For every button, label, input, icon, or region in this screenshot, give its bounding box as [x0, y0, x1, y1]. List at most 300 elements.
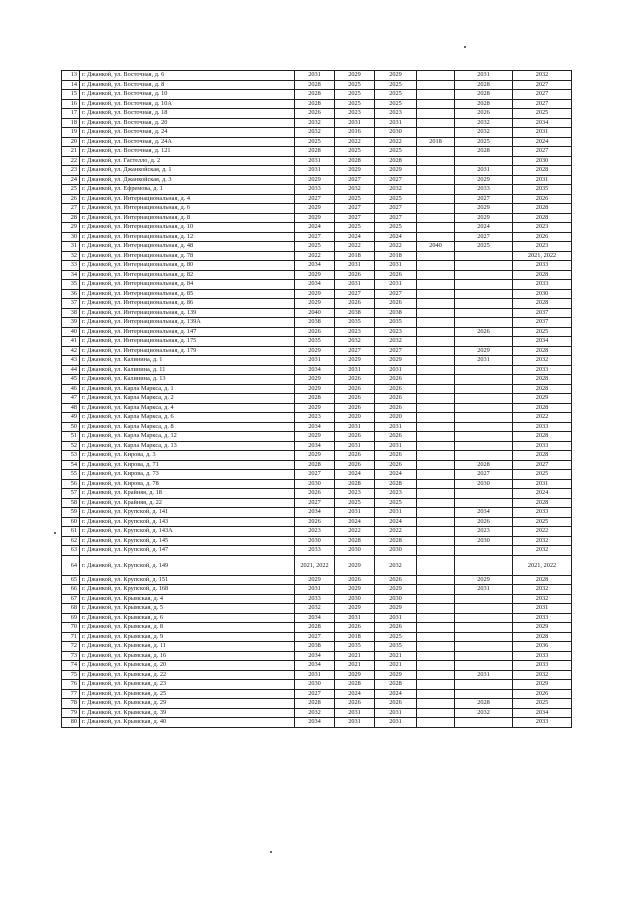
address-cell: г. Джанкой, ул. Интернациональная, д. 179	[80, 346, 295, 356]
year-cell-col3: 2026	[375, 575, 417, 585]
year-cell-col4	[417, 546, 455, 556]
year-cell-col3: 2032	[375, 185, 417, 195]
row-number-cell: 53	[62, 451, 80, 461]
year-cell-col5	[455, 403, 513, 413]
year-cell-col2: 2023	[335, 327, 375, 337]
year-cell-col5	[455, 432, 513, 442]
year-cell-col6: 2028	[513, 213, 572, 223]
year-cell-col5	[455, 718, 513, 728]
year-cell-col3: 2026	[375, 403, 417, 413]
table-row	[62, 718, 572, 728]
table-row	[62, 147, 572, 157]
year-cell-col3: 2025	[375, 632, 417, 642]
year-cell-col2: 2031	[335, 441, 375, 451]
table-row	[62, 575, 572, 585]
address-cell: г. Джанкой, ул. Гастелло, д. 2	[80, 156, 295, 166]
year-cell-col1: 2027	[295, 232, 335, 242]
year-cell-col5	[455, 651, 513, 661]
year-cell-col4	[417, 185, 455, 195]
year-cell-col6: 2031	[513, 604, 572, 614]
year-cell-col1: 2034	[295, 441, 335, 451]
table-row	[62, 337, 572, 347]
year-cell-col3: 2030	[375, 546, 417, 556]
year-cell-col1: 2029	[295, 299, 335, 309]
year-cell-col2: 2031	[335, 613, 375, 623]
year-cell-col5: 2028	[455, 699, 513, 709]
address-cell: г. Джанкой, ул. Джанкойская, д. 1	[80, 166, 295, 176]
year-cell-col5	[455, 318, 513, 328]
row-number-cell: 15	[62, 90, 80, 100]
table-row	[62, 642, 572, 652]
year-cell-col3: 2035	[375, 642, 417, 652]
year-cell-col2: 2023	[335, 109, 375, 119]
row-number-cell: 36	[62, 289, 80, 299]
row-number-cell: 35	[62, 280, 80, 290]
year-cell-col6: 2028	[513, 432, 572, 442]
table-row	[62, 308, 572, 318]
year-cell-col3: 2026	[375, 451, 417, 461]
year-cell-col6: 2028	[513, 166, 572, 176]
year-cell-col6: 2033	[513, 365, 572, 375]
row-number-cell: 64	[62, 555, 80, 575]
address-cell: г. Джанкой, ул. Крупской, д. 143	[80, 517, 295, 527]
year-cell-col2: 2026	[335, 403, 375, 413]
year-cell-col6: 2024	[513, 489, 572, 499]
year-cell-col2: 2030	[335, 546, 375, 556]
year-cell-col3: 2031	[375, 508, 417, 518]
year-cell-col2: 2022	[335, 242, 375, 252]
address-cell: г. Джанкой, ул. Восточная, д. 10А	[80, 99, 295, 109]
address-cell: г. Джанкой, ул. Карла Маркса, д. 8	[80, 422, 295, 432]
year-cell-col4	[417, 308, 455, 318]
year-cell-col6: 2026	[513, 689, 572, 699]
year-cell-col5	[455, 451, 513, 461]
year-cell-col1: 2028	[295, 394, 335, 404]
year-cell-col6: 2025	[513, 327, 572, 337]
year-cell-col2: 2026	[335, 375, 375, 385]
year-cell-col1: 2031	[295, 166, 335, 176]
year-cell-col6: 2029	[513, 680, 572, 690]
row-number-cell: 26	[62, 194, 80, 204]
year-cell-col6: 2031	[513, 479, 572, 489]
year-cell-col1: 2034	[295, 261, 335, 271]
year-cell-col3: 2024	[375, 689, 417, 699]
year-cell-col3: 2025	[375, 147, 417, 157]
year-cell-col3: 2026	[375, 623, 417, 633]
year-cell-col4	[417, 432, 455, 442]
address-cell: г. Джанкой, ул. Интернациональная, д. 6	[80, 204, 295, 214]
year-cell-col1: 2033	[295, 546, 335, 556]
row-number-cell: 63	[62, 546, 80, 556]
year-cell-col4	[417, 479, 455, 489]
year-cell-col6: 2026	[513, 232, 572, 242]
year-cell-col2: 2024	[335, 232, 375, 242]
year-cell-col3: 2025	[375, 99, 417, 109]
year-cell-col3: 2030	[375, 594, 417, 604]
year-cell-col1: 2031	[295, 71, 335, 81]
address-cell: г. Джанкой, ул. Крымская, д. 29	[80, 699, 295, 709]
row-number-cell: 18	[62, 118, 80, 128]
year-cell-col5: 2029	[455, 175, 513, 185]
year-cell-col2: 2029	[335, 71, 375, 81]
address-cell: г. Джанкой, ул. Восточная, д. 24	[80, 128, 295, 138]
year-cell-col2: 2026	[335, 623, 375, 633]
row-number-cell: 60	[62, 517, 80, 527]
year-cell-col3: 2023	[375, 109, 417, 119]
table-row	[62, 356, 572, 366]
table-row	[62, 299, 572, 309]
address-cell: г. Джанкой, ул. Интернациональная, д. 139А	[80, 318, 295, 328]
year-cell-col5	[455, 613, 513, 623]
year-cell-col3: 2022	[375, 527, 417, 537]
year-cell-col1: 2029	[295, 575, 335, 585]
year-cell-col6: 2028	[513, 270, 572, 280]
row-number-cell: 78	[62, 699, 80, 709]
year-cell-col3: 2028	[375, 536, 417, 546]
table-row	[62, 156, 572, 166]
table-row	[62, 432, 572, 442]
year-cell-col5: 2031	[455, 585, 513, 595]
year-cell-col4	[417, 365, 455, 375]
year-cell-col6: 2023	[513, 223, 572, 233]
year-cell-col3: 2027	[375, 175, 417, 185]
year-cell-col5	[455, 441, 513, 451]
year-cell-col5: 2029	[455, 204, 513, 214]
table-row	[62, 632, 572, 642]
table-row	[62, 689, 572, 699]
year-cell-col1: 2034	[295, 613, 335, 623]
row-number-cell: 48	[62, 403, 80, 413]
year-cell-col6: 2021, 2022	[513, 555, 572, 575]
year-cell-col2: 2031	[335, 718, 375, 728]
year-cell-col2: 2022	[335, 137, 375, 147]
row-number-cell: 66	[62, 585, 80, 595]
year-cell-col2: 2028	[335, 680, 375, 690]
year-cell-col6: 2025	[513, 470, 572, 480]
year-cell-col2: 2022	[335, 527, 375, 537]
year-cell-col4	[417, 289, 455, 299]
year-cell-col6: 2033	[513, 422, 572, 432]
year-cell-col5: 2025	[455, 242, 513, 252]
table-row	[62, 422, 572, 432]
year-cell-col2: 2026	[335, 451, 375, 461]
year-cell-col3: 2031	[375, 280, 417, 290]
year-cell-col2: 2032	[335, 337, 375, 347]
year-cell-col6: 2033	[513, 261, 572, 271]
row-number-cell: 13	[62, 71, 80, 81]
year-cell-col3: 2032	[375, 555, 417, 575]
year-cell-col5	[455, 365, 513, 375]
year-cell-col6: 2025	[513, 109, 572, 119]
year-cell-col5	[455, 422, 513, 432]
year-cell-col1: 2028	[295, 80, 335, 90]
year-cell-col5: 2028	[455, 99, 513, 109]
row-number-cell: 61	[62, 527, 80, 537]
row-number-cell: 75	[62, 670, 80, 680]
year-cell-col3: 2025	[375, 90, 417, 100]
year-cell-col4	[417, 71, 455, 81]
year-cell-col4	[417, 99, 455, 109]
table-row	[62, 166, 572, 176]
year-cell-col6: 2028	[513, 375, 572, 385]
year-cell-col1: 2034	[295, 718, 335, 728]
year-cell-col2: 2035	[335, 318, 375, 328]
year-cell-col2: 2026	[335, 384, 375, 394]
year-cell-col6: 2022	[513, 413, 572, 423]
year-cell-col2: 2025	[335, 99, 375, 109]
year-cell-col2: 2018	[335, 251, 375, 261]
table-row	[62, 546, 572, 556]
year-cell-col5: 2032	[455, 128, 513, 138]
year-cell-col5: 2031	[455, 670, 513, 680]
year-cell-col2: 2024	[335, 689, 375, 699]
year-cell-col4	[417, 204, 455, 214]
year-cell-col6: 2027	[513, 80, 572, 90]
address-cell: г. Джанкой, ул. Карла Маркса, д. 6	[80, 413, 295, 423]
year-cell-col2: 2026	[335, 699, 375, 709]
year-cell-col1: 2029	[295, 289, 335, 299]
year-cell-col2: 2030	[335, 594, 375, 604]
address-cell: г. Джанкой, ул. Интернациональная, д. 82	[80, 270, 295, 280]
year-cell-col2: 2026	[335, 394, 375, 404]
table-row	[62, 346, 572, 356]
year-cell-col5: 2029	[455, 213, 513, 223]
year-cell-col5: 2027	[455, 194, 513, 204]
year-cell-col2: 2025	[335, 147, 375, 157]
year-cell-col2: 2026	[335, 299, 375, 309]
row-number-cell: 45	[62, 375, 80, 385]
address-cell: г. Джанкой, ул. Кирова, д. 71	[80, 460, 295, 470]
table-row	[62, 71, 572, 81]
year-cell-col3: 2035	[375, 318, 417, 328]
year-cell-col1: 2029	[295, 451, 335, 461]
year-cell-col6: 2029	[513, 623, 572, 633]
year-cell-col1: 2027	[295, 194, 335, 204]
year-cell-col3: 2023	[375, 327, 417, 337]
year-cell-col2: 2026	[335, 575, 375, 585]
year-cell-col1: 2029	[295, 213, 335, 223]
table-row	[62, 479, 572, 489]
year-cell-col3: 2022	[375, 242, 417, 252]
year-cell-col6: 2032	[513, 594, 572, 604]
year-cell-col4	[417, 708, 455, 718]
year-cell-col1: 2029	[295, 384, 335, 394]
address-cell: г. Джанкой, ул. Крымская, д. 16	[80, 651, 295, 661]
address-cell: г. Джанкой, ул. Кирова, д. 78	[80, 479, 295, 489]
table-row	[62, 708, 572, 718]
year-cell-col6: 2028	[513, 204, 572, 214]
row-number-cell: 23	[62, 166, 80, 176]
year-cell-col4	[417, 517, 455, 527]
year-cell-col5	[455, 689, 513, 699]
year-cell-col1: 2023	[295, 527, 335, 537]
year-cell-col2: 2027	[335, 346, 375, 356]
year-cell-col4	[417, 555, 455, 575]
year-cell-col2: 2026	[335, 460, 375, 470]
year-cell-col1: 2021, 2022	[295, 555, 335, 575]
year-cell-col5: 2032	[455, 118, 513, 128]
year-cell-col1: 2025	[295, 137, 335, 147]
row-number-cell: 38	[62, 308, 80, 318]
year-cell-col4	[417, 670, 455, 680]
year-cell-col5	[455, 623, 513, 633]
year-cell-col4	[417, 327, 455, 337]
year-cell-col4	[417, 661, 455, 671]
year-cell-col3: 2018	[375, 251, 417, 261]
address-cell: г. Джанкой, ул. Интернациональная, д. 4	[80, 194, 295, 204]
year-cell-col2: 2029	[335, 166, 375, 176]
year-cell-col4	[417, 699, 455, 709]
year-cell-col4	[417, 147, 455, 157]
year-cell-col5: 2026	[455, 327, 513, 337]
year-cell-col2: 2038	[335, 308, 375, 318]
row-number-cell: 71	[62, 632, 80, 642]
address-cell: г. Джанкой, ул. Крымская, д. 8	[80, 623, 295, 633]
table-row	[62, 413, 572, 423]
year-cell-col4: 2040	[417, 242, 455, 252]
year-cell-col1: 2029	[295, 432, 335, 442]
year-cell-col4	[417, 251, 455, 261]
year-cell-col3: 2026	[375, 384, 417, 394]
row-number-cell: 21	[62, 147, 80, 157]
table-row	[62, 623, 572, 633]
row-number-cell: 43	[62, 356, 80, 366]
year-cell-col3: 2029	[375, 71, 417, 81]
year-cell-col4	[417, 508, 455, 518]
year-cell-col4	[417, 280, 455, 290]
year-cell-col6: 2032	[513, 71, 572, 81]
year-cell-col3: 2025	[375, 498, 417, 508]
year-cell-col3: 2027	[375, 289, 417, 299]
year-cell-col2: 2027	[335, 204, 375, 214]
address-cell: г. Джанкой, ул. Интернациональная, д. 48	[80, 242, 295, 252]
table-row	[62, 670, 572, 680]
year-cell-col1: 2029	[295, 204, 335, 214]
year-cell-col5: 2028	[455, 460, 513, 470]
address-cell: г. Джанкой, ул. Интернациональная, д. 175	[80, 337, 295, 347]
year-cell-col3: 2029	[375, 166, 417, 176]
year-cell-col5	[455, 394, 513, 404]
table-row	[62, 289, 572, 299]
year-cell-col5: 2028	[455, 80, 513, 90]
year-cell-col2: 2031	[335, 508, 375, 518]
year-cell-col6: 2027	[513, 147, 572, 157]
year-cell-col2: 2027	[335, 289, 375, 299]
year-cell-col1: 2038	[295, 642, 335, 652]
address-cell: г. Джанкой, ул. Крупской, д. 145	[80, 536, 295, 546]
row-number-cell: 54	[62, 460, 80, 470]
year-cell-col4	[417, 594, 455, 604]
row-number-cell: 73	[62, 651, 80, 661]
year-cell-col5	[455, 289, 513, 299]
year-cell-col2: 2029	[335, 555, 375, 575]
address-cell: г. Джанкой, ул. Крымская, д. 25	[80, 689, 295, 699]
year-cell-col1: 2031	[295, 356, 335, 366]
table-row	[62, 175, 572, 185]
address-cell: г. Джанкой, ул. Интернациональная, д. 139	[80, 308, 295, 318]
year-cell-col3: 2031	[375, 118, 417, 128]
table-row	[62, 661, 572, 671]
year-cell-col2: 2031	[335, 708, 375, 718]
year-cell-col4	[417, 118, 455, 128]
year-cell-col1: 2033	[295, 594, 335, 604]
year-cell-col2: 2023	[335, 489, 375, 499]
address-cell: г. Джанкой, ул. Крымская, д. 22	[80, 670, 295, 680]
table-row	[62, 594, 572, 604]
year-cell-col5	[455, 299, 513, 309]
year-cell-col1: 2022	[295, 251, 335, 261]
year-cell-col1: 2027	[295, 632, 335, 642]
address-cell: г. Джанкой, ул. Восточная, д. 10	[80, 90, 295, 100]
year-cell-col1: 2038	[295, 318, 335, 328]
table-row	[62, 527, 572, 537]
table-row	[62, 460, 572, 470]
year-cell-col6: 2035	[513, 185, 572, 195]
year-cell-col2: 2031	[335, 365, 375, 375]
address-cell: г. Джанкой, ул. Крымская, д. 11	[80, 642, 295, 652]
year-cell-col3: 2031	[375, 613, 417, 623]
year-cell-col2: 2029	[335, 670, 375, 680]
address-cell: г. Джанкой, ул. Калинина, д. 11	[80, 365, 295, 375]
row-number-cell: 33	[62, 261, 80, 271]
year-cell-col6: 2031	[513, 175, 572, 185]
table-row	[62, 394, 572, 404]
address-cell: г. Джанкой, ул. Ефремова, д. 1	[80, 185, 295, 195]
year-cell-col6: 2030	[513, 156, 572, 166]
year-cell-col3: 2032	[375, 337, 417, 347]
address-cell: г. Джанкой, ул. Карла Маркса, д. 12	[80, 432, 295, 442]
row-number-cell: 80	[62, 718, 80, 728]
year-cell-col2: 2027	[335, 213, 375, 223]
year-cell-col2: 2029	[335, 585, 375, 595]
year-cell-col1: 2031	[295, 585, 335, 595]
address-cell: г. Джанкой, ул. Интернациональная, д. 80	[80, 261, 295, 271]
year-cell-col6: 2031	[513, 128, 572, 138]
table-row	[62, 99, 572, 109]
year-cell-col4	[417, 441, 455, 451]
year-cell-col6: 2033	[513, 508, 572, 518]
year-cell-col4	[417, 80, 455, 90]
year-cell-col4	[417, 623, 455, 633]
row-number-cell: 34	[62, 270, 80, 280]
address-cell: г. Джанкой, ул. Интернациональная, д. 84	[80, 280, 295, 290]
year-cell-col6: 2027	[513, 90, 572, 100]
year-cell-col1: 2029	[295, 403, 335, 413]
year-cell-col3: 2027	[375, 204, 417, 214]
year-cell-col5: 2031	[455, 166, 513, 176]
year-cell-col1: 2028	[295, 99, 335, 109]
year-cell-col1: 2030	[295, 680, 335, 690]
table-row	[62, 270, 572, 280]
table-row	[62, 555, 572, 575]
year-cell-col6: 2032	[513, 536, 572, 546]
year-cell-col3: 2029	[375, 604, 417, 614]
address-cell: г. Джанкой, ул. Интернациональная, д. 86	[80, 299, 295, 309]
year-cell-col1: 2029	[295, 270, 335, 280]
year-cell-col5: 2030	[455, 479, 513, 489]
row-number-cell: 52	[62, 441, 80, 451]
year-cell-col6: 2033	[513, 441, 572, 451]
row-number-cell: 22	[62, 156, 80, 166]
year-cell-col1: 2032	[295, 128, 335, 138]
table-row	[62, 194, 572, 204]
row-number-cell: 44	[62, 365, 80, 375]
year-cell-col5	[455, 632, 513, 642]
row-number-cell: 72	[62, 642, 80, 652]
row-number-cell: 19	[62, 128, 80, 138]
address-cell: г. Джанкой, ул. Восточная, д. 18	[80, 109, 295, 119]
address-cell: г. Джанкой, ул. Крайняя, д. 22	[80, 498, 295, 508]
